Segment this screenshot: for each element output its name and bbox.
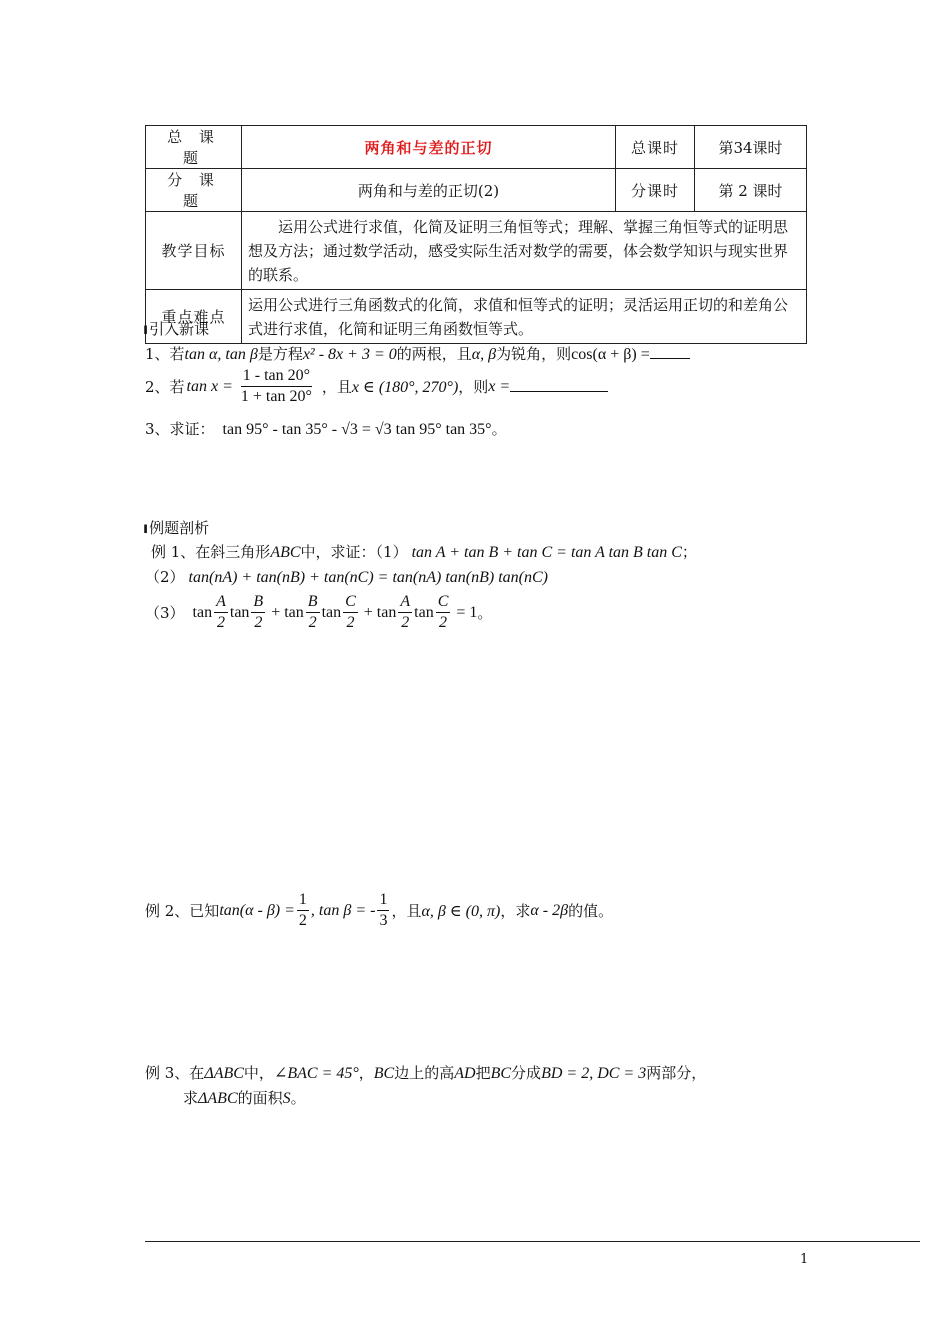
lesson-header-table (145, 125, 807, 344)
sub-hours-value: 第 2 课时 (695, 169, 807, 212)
key-points-text: 运用公式进行三角函数式的化简，求值和恒等式的证明；灵活运用正切的和差角公式进行求值，化简和证明三角函数恒等式。 (242, 290, 807, 344)
example-1-line-1: 例 1、在斜三角形ABC中，求证：（1） tan A + tan B + tan C = tan A tan B tan C； (151, 543, 697, 561)
page-number: 1 (800, 1252, 809, 1267)
key-points-label: 重点难点 (146, 290, 242, 344)
answer-blank (510, 391, 608, 392)
examples-heading: ı例题剖析 (143, 519, 210, 537)
sub-topic-title: 两角和与差的正切(2) (242, 169, 616, 212)
question-1: 1、若tan α, tan β是方程x² - 8x + 3 = 0的两根，且α, β为锐角，则cos(α + β) = (145, 343, 690, 364)
example-3-line-1: 例 3、在ΔABC中，∠BAC = 45°，BC边上的高AD把BC分成BD = 2, DC = 3两部分， (145, 1064, 707, 1082)
example-2: 例 2、已知 tan(α - β) = $\frac{1}{2}$ , tan β = - $\frac{1}{3}$ ，且 α, β ∈ (0, π) ，求 α - 2β 的值。 (145, 891, 614, 929)
answer-blank (650, 358, 690, 359)
total-topic-label: 总 课 题 (146, 126, 242, 169)
question-3: 3、求证： tan 95° - tan 35° - √3 = √3 tan 95° tan 35°。 (145, 420, 507, 438)
fraction: $\frac{1 - \tan 20^\circ}{1 + \tan 20^\circ}$ (240, 367, 312, 405)
sub-topic-label: 分 课 题 (146, 169, 242, 212)
goals-label: 教学目标 (146, 212, 242, 290)
example-1-line-3: （3） tan $\frac{A}{2}$ tan $\frac{B}{2}$ + tan $\frac{B}{2}$ tan $\frac{C}{2}$ + tan $\frac{A}{2}$ tan $\frac{C}{2}$ = 1 。 (145, 593, 493, 631)
question-2: 2、若 tan x = $\frac{1 - \tan 20^\circ}{1 + \tan 20^\circ}$ ，且 x ∈ (180°, 270°) ，则 x = (145, 366, 608, 407)
total-hours-label: 总课时 (616, 126, 695, 169)
lesson-title: 两角和与差的正切 (242, 126, 616, 169)
total-hours-value: 第34课时 (695, 126, 807, 169)
intro-heading: ı引入新课 (143, 320, 210, 338)
footer-rule (145, 1241, 920, 1242)
example-1-line-2: （2） tan(nA) + tan(nB) + tan(nC) = tan(nA) tan(nB) tan(nC) (145, 568, 548, 586)
goals-text: 运用公式进行求值，化简及证明三角恒等式；理解、掌握三角恒等式的证明思想及方法；通过数学活动，感受实际生活对数学的需要，体会数学知识与现实世界的联系。 (242, 212, 807, 290)
sub-hours-label: 分课时 (616, 169, 695, 212)
example-3-line-2: 求ΔABC的面积S。 (183, 1089, 306, 1107)
